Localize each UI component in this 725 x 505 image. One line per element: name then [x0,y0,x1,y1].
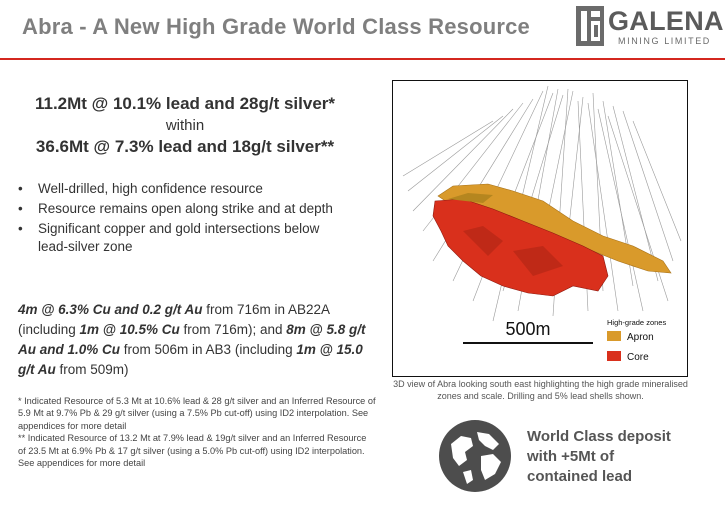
legend-label-core: Core [627,352,649,363]
legend-label-apron: Apron [627,332,654,343]
resource-footnotes [18,395,376,469]
figure-caption: 3D view of Abra looking south east highlighting the high grade mineralised zones and scale. Drilling and 5% lead shells shown. [393,379,688,401]
callout-line: World Class deposit [527,428,671,445]
logo-wordmark: GALENA [608,6,724,36]
assay-highlight: 1m @ 10.5% Cu [79,322,180,337]
bullet-item: • Resource remains open along strike and at depth [16,200,346,218]
footnote-inferred: ** Indicated Resource of 13.2 Mt at 7.9% lead & 19g/t silver and an Inferred Resource of 23.5 Mt at 6.9% Pb & 17 g/t silver (using a 5.0% Pb cut-off) using ID2 interpolation. See appendices for more detail [18,433,367,469]
legend-swatch-core [607,351,621,361]
headline-connector: within [165,117,205,134]
abra-3d-render [393,81,687,376]
bullet-list [16,180,346,258]
assay-text: from 509m) [55,362,129,377]
abra-3d-view [392,80,688,377]
assay-highlight: 8m @ 5.8 g/t Au and 1.0% Cu [18,322,366,357]
assay-text: from 506m in AB3 (including [120,342,297,357]
header-divider [0,58,725,60]
callout-line: with +5Mt of [527,448,615,465]
headline-secondary: 36.6Mt @ 7.3% lead and 18g/t silver** [35,137,335,156]
assay-text: from 716m); and [179,322,287,337]
assay-paragraph [18,300,368,380]
assay-text: from 716m in AB22A (including [18,302,330,337]
scale-label: 500m [505,319,551,339]
galena-logo-icon [574,4,608,48]
legend-swatch-apron [607,331,621,341]
headline-primary: 11.2Mt @ 10.1% lead and 28g/t silver* [34,94,336,113]
globe-icon [437,418,513,499]
footnote-indicated: * Indicated Resource of 5.3 Mt at 10.6% lead & 28 g/t silver and an Inferred Resource of 5.9 Mt at 9.7% Pb & 29 g/t silver (using a 7.5% Pb cut-off) using ID2 interpolation. See appendices for more detail [18,396,376,431]
assay-highlight: 1m @ 15.0 g/t Au [18,342,363,377]
slide-header [0,0,725,62]
callout-line: contained lead [527,468,633,485]
legend-title: High-grade zones [607,318,667,327]
bullet-item: • Significant copper and gold intersections below lead-silver zone [16,220,346,256]
assay-highlight: 4m @ 6.3% Cu and 0.2 g/t Au [18,302,203,317]
logo-subtitle: MINING LIMITED [618,36,711,46]
world-class-callout [527,427,671,487]
bullet-item: • Well-drilled, high confidence resource [16,180,346,198]
slide-title: Abra - A New High Grade World Class Resource [22,14,530,39]
galena-logo [574,4,722,50]
